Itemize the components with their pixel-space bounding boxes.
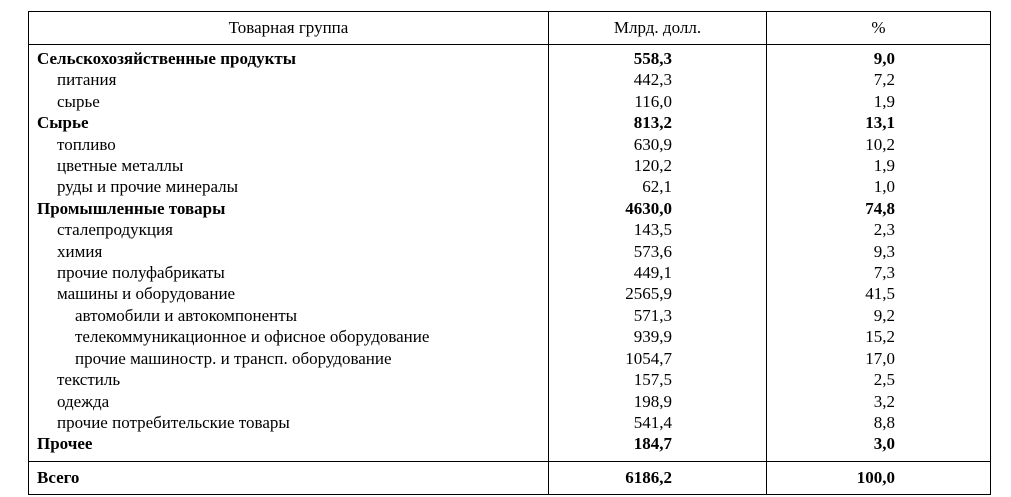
- row-percent: 3,0: [767, 433, 991, 461]
- table-total-row: [29, 461, 991, 494]
- header-percent: %: [767, 12, 991, 45]
- row-value: 442,3: [549, 69, 767, 90]
- row-name: Сельскохозяйственные продукты: [29, 45, 549, 70]
- row-name: текстиль: [29, 369, 549, 390]
- row-name: прочие потребительские товары: [29, 412, 549, 433]
- row-percent: 2,3: [767, 219, 991, 240]
- table-row: [29, 369, 991, 390]
- row-percent: 2,5: [767, 369, 991, 390]
- row-percent: 10,2: [767, 134, 991, 155]
- row-name: Сырье: [29, 112, 549, 133]
- row-name: одежда: [29, 391, 549, 412]
- table-row: [29, 433, 991, 461]
- row-name: химия: [29, 241, 549, 262]
- row-percent: 1,9: [767, 155, 991, 176]
- table-row: [29, 412, 991, 433]
- row-value: 4630,0: [549, 198, 767, 219]
- row-name: топливо: [29, 134, 549, 155]
- table-row: [29, 283, 991, 304]
- row-name: прочие полуфабрикаты: [29, 262, 549, 283]
- table-row: [29, 69, 991, 90]
- row-value: 541,4: [549, 412, 767, 433]
- total-value: 6186,2: [549, 461, 767, 494]
- row-value: 939,9: [549, 326, 767, 347]
- row-percent: 9,3: [767, 241, 991, 262]
- row-percent: 7,2: [767, 69, 991, 90]
- row-value: 571,3: [549, 305, 767, 326]
- row-value: 449,1: [549, 262, 767, 283]
- row-percent: 9,0: [767, 45, 991, 70]
- table-header-row: [29, 12, 991, 45]
- row-value: 116,0: [549, 91, 767, 112]
- table-row: [29, 45, 991, 70]
- row-percent: 74,8: [767, 198, 991, 219]
- row-value: 630,9: [549, 134, 767, 155]
- row-value: 198,9: [549, 391, 767, 412]
- table-row: [29, 241, 991, 262]
- total-percent: 100,0: [767, 461, 991, 494]
- table-row: [29, 305, 991, 326]
- row-percent: 3,2: [767, 391, 991, 412]
- table-body: [29, 45, 991, 462]
- row-percent: 7,3: [767, 262, 991, 283]
- table-row: [29, 198, 991, 219]
- row-percent: 13,1: [767, 112, 991, 133]
- row-percent: 9,2: [767, 305, 991, 326]
- row-value: 62,1: [549, 176, 767, 197]
- row-name: машины и оборудование: [29, 283, 549, 304]
- row-percent: 1,9: [767, 91, 991, 112]
- row-value: 143,5: [549, 219, 767, 240]
- row-name: прочие машиностр. и трансп. оборудование: [29, 348, 549, 369]
- row-name: автомобили и автокомпоненты: [29, 305, 549, 326]
- table-row: [29, 176, 991, 197]
- table-row: [29, 91, 991, 112]
- row-name: Прочее: [29, 433, 549, 461]
- header-group: Товарная группа: [29, 12, 549, 45]
- row-name: сталепродукция: [29, 219, 549, 240]
- row-value: 813,2: [549, 112, 767, 133]
- table-row: [29, 391, 991, 412]
- trade-structure-table: [28, 11, 991, 495]
- row-value: 558,3: [549, 45, 767, 70]
- table-row: [29, 112, 991, 133]
- row-percent: 15,2: [767, 326, 991, 347]
- row-percent: 8,8: [767, 412, 991, 433]
- header-value: Млрд. долл.: [549, 12, 767, 45]
- row-value: 2565,9: [549, 283, 767, 304]
- row-percent: 41,5: [767, 283, 991, 304]
- row-name: цветные металлы: [29, 155, 549, 176]
- row-name: телекоммуникационное и офисное оборудование: [29, 326, 549, 347]
- row-value: 573,6: [549, 241, 767, 262]
- table-row: [29, 134, 991, 155]
- row-percent: 17,0: [767, 348, 991, 369]
- table-row: [29, 326, 991, 347]
- trade-table-container: [28, 11, 990, 495]
- table-row: [29, 155, 991, 176]
- total-name: Всего: [29, 461, 549, 494]
- table-row: [29, 348, 991, 369]
- table-row: [29, 219, 991, 240]
- row-value: 120,2: [549, 155, 767, 176]
- row-name: питания: [29, 69, 549, 90]
- row-value: 184,7: [549, 433, 767, 461]
- row-percent: 1,0: [767, 176, 991, 197]
- row-value: 157,5: [549, 369, 767, 390]
- table-row: [29, 262, 991, 283]
- row-name: Промышленные товары: [29, 198, 549, 219]
- row-name: сырье: [29, 91, 549, 112]
- row-value: 1054,7: [549, 348, 767, 369]
- row-name: руды и прочие минералы: [29, 176, 549, 197]
